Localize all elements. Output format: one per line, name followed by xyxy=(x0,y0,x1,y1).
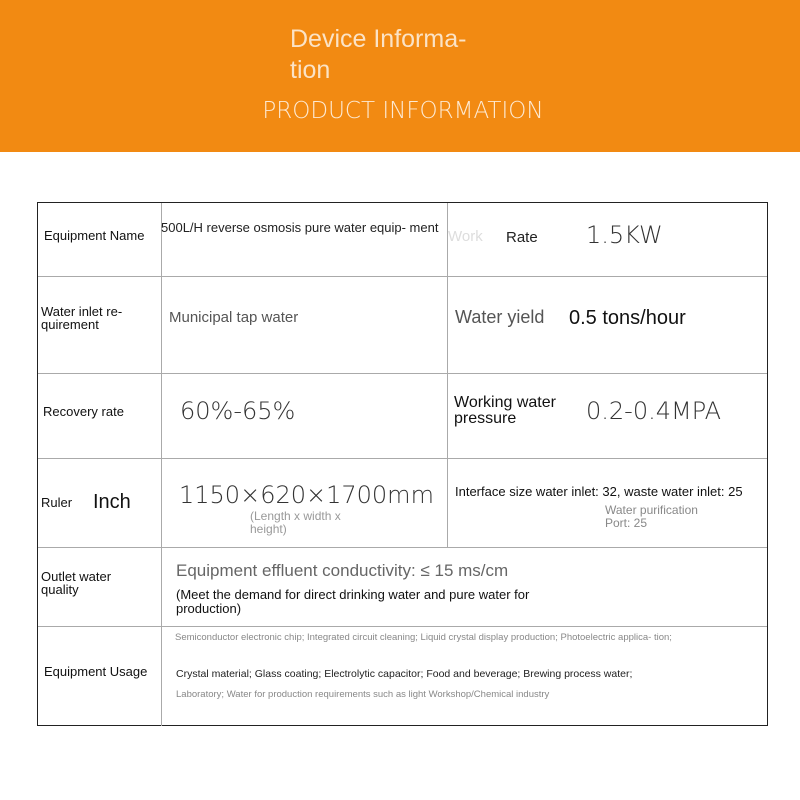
header-banner xyxy=(0,0,800,152)
dimensions-note: (Length x width x height) xyxy=(250,509,341,536)
usage-line-1: Semiconductor electronic chip; Integrated circuit cleaning; Liquid crystal display production; Photoelectric applica- tion; xyxy=(175,632,672,643)
outlet-water-note: (Meet the demand for direct drinking water and pure water for production) xyxy=(176,587,530,616)
usage-line-3: Laboratory; Water for production requirements such as light Workshop/Chemical industry xyxy=(176,689,550,700)
working-pressure-value: 0.2-0.4MPA xyxy=(586,397,722,425)
outlet-water-label: Outlet water quality xyxy=(41,569,112,597)
ruler-unit: Inch xyxy=(93,491,131,513)
equipment-name-label: Equipment Name xyxy=(44,228,145,243)
work-label: Work xyxy=(448,228,483,245)
rate-label: Rate xyxy=(506,229,538,246)
col-divider xyxy=(161,203,162,726)
header-subtitle: PRODUCT INFORMATION xyxy=(262,98,544,124)
equipment-name-value: 500L/H reverse osmosis pure water equip- ment xyxy=(161,220,439,235)
row-divider xyxy=(38,458,767,459)
usage-line-2: Crystal material; Glass coating; Electrolytic capacitor; Food and beverage; Brewing process water; xyxy=(176,668,633,680)
rate-value: 1.5KW xyxy=(586,221,663,249)
water-inlet-label: Water inlet re- quirement xyxy=(41,304,123,332)
row-divider xyxy=(38,626,767,627)
working-pressure-label: Working water pressure xyxy=(454,394,556,427)
row-divider xyxy=(38,276,767,277)
ruler-label: Ruler xyxy=(41,495,73,510)
outlet-water-value: Equipment effluent conductivity: ≤ 15 ms/cm xyxy=(176,561,509,580)
interface-size-note: Water purification Port: 25 xyxy=(605,503,698,530)
equipment-usage-label: Equipment Usage xyxy=(44,664,148,679)
dimensions-value: 1150×620×1700mm xyxy=(179,481,434,509)
spec-table xyxy=(37,202,768,726)
recovery-rate-value: 60%-65% xyxy=(180,397,296,425)
water-yield-label: Water yield xyxy=(455,307,545,327)
recovery-rate-label: Recovery rate xyxy=(43,404,124,419)
interface-size-label: Interface size water inlet: 32, waste water inlet: 25 xyxy=(455,484,743,499)
col-divider xyxy=(447,203,448,547)
water-yield-value: 0.5 tons/hour xyxy=(569,307,686,329)
row-divider xyxy=(38,547,767,548)
header-title: Device Informa- tion xyxy=(290,25,467,84)
water-inlet-value: Municipal tap water xyxy=(169,309,299,326)
row-divider xyxy=(38,373,767,374)
